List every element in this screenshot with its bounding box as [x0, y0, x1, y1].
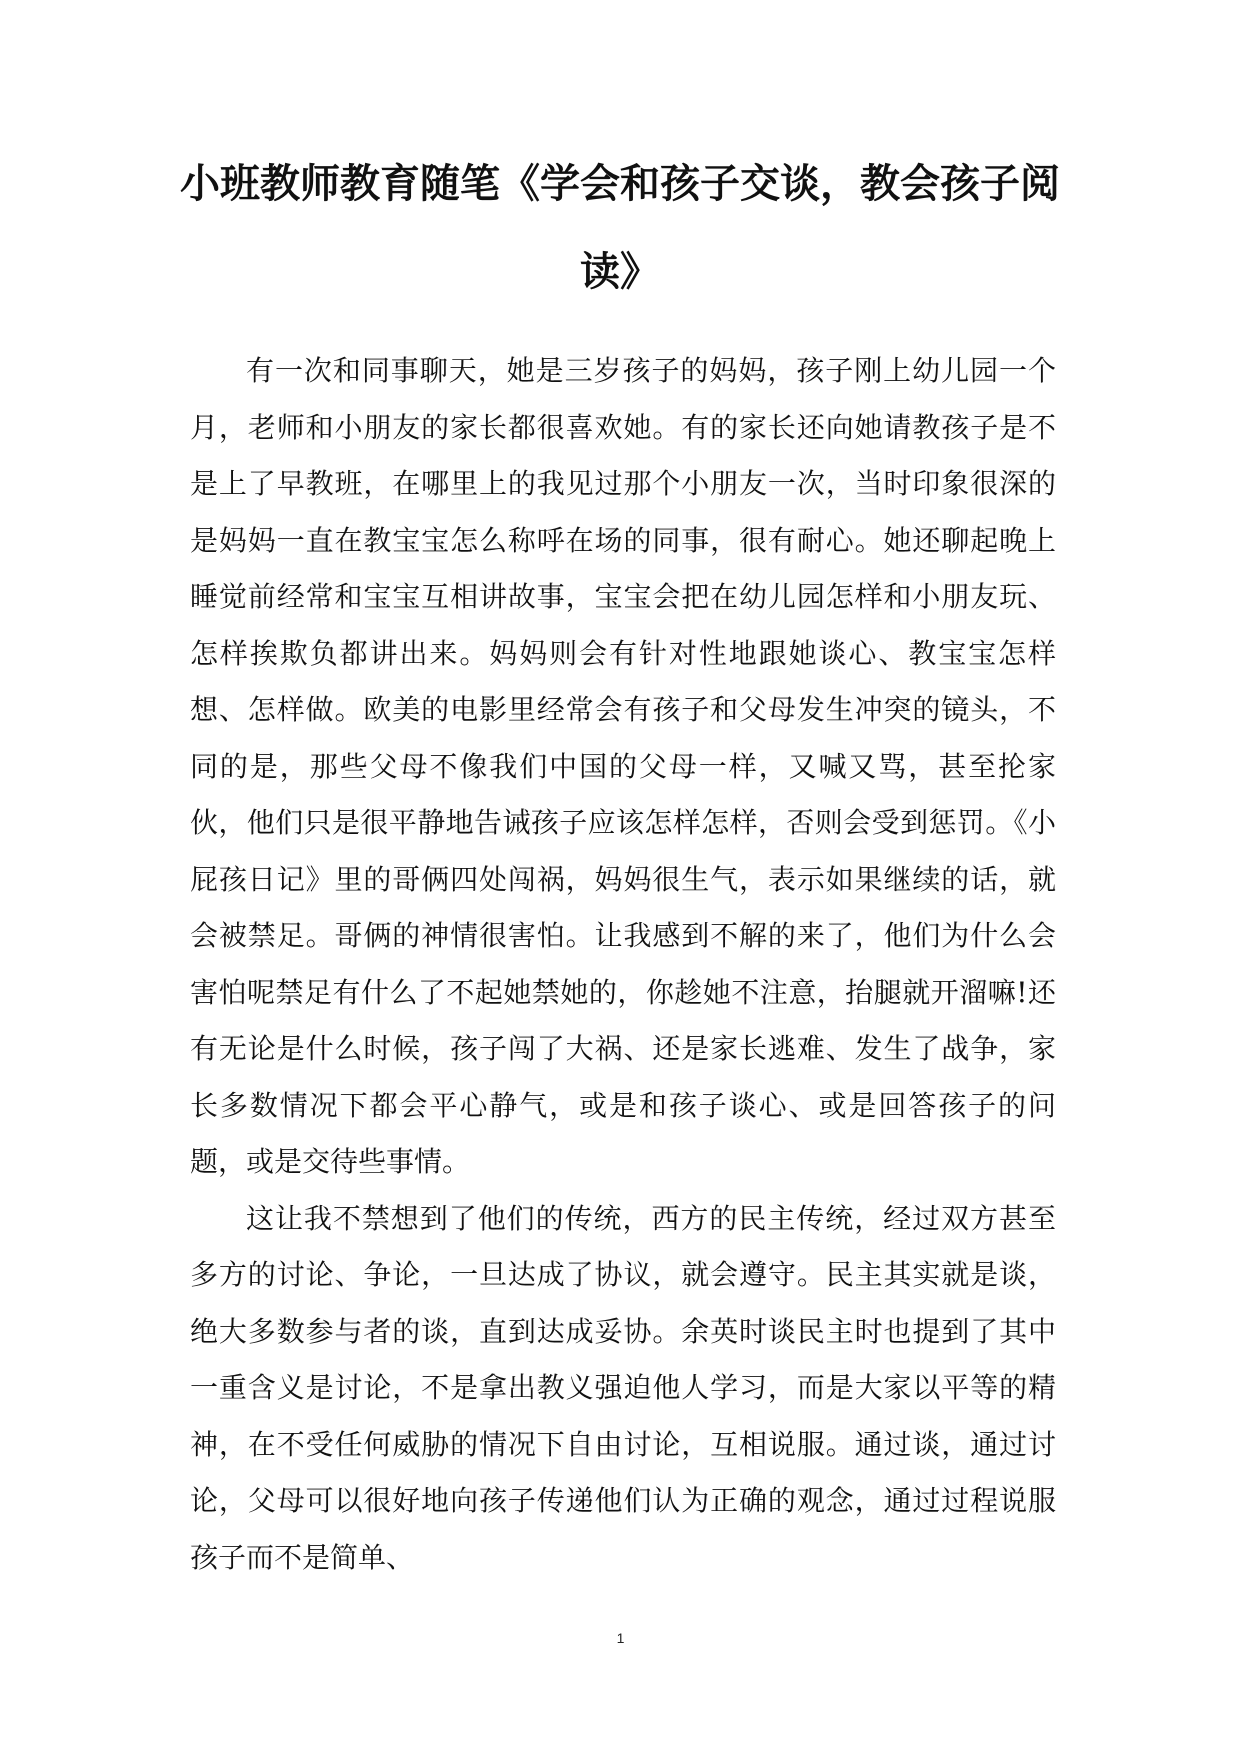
paragraph-2: 这让我不禁想到了他们的传统，西方的民主传统，经过双方甚至多方的讨论、争论，一旦达成了协议，就会遵守。民主其实就是谈，绝大多数参与者的谈，直到达成妥协。余英时谈民主时也提到了其中一重含义是讨论，不是拿出教义强迫他人学习，而是大家以平等的精神，在不受任何威胁的情况下自由讨论，互相说服。通过谈，通过讨论，父母可以很好地向孩子传递他们认为正确的观念，通过过程说服孩子而不是简单、 — [190, 1201, 1056, 1574]
page-title: 小班教师教育随笔《学会和孩子交谈，教会孩子阅读》 — [180, 160, 1060, 295]
page-number: 1 — [616, 1630, 625, 1646]
document-body — [190, 343, 1056, 1586]
paragraph-1: 有一次和同事聊天，她是三岁孩子的妈妈，孩子刚上幼儿园一个月，老师和小朋友的家长都很喜欢她。有的家长还向她请教孩子是不是上了早教班，在哪里上的我见过那个小朋友一次，当时印象很深的是妈妈一直在教宝宝怎么称呼在场的同事，很有耐心。她还聊起晚上睡觉前经常和宝宝互相讲故事，宝宝会把在幼儿园怎样和小朋友玩、怎样挨欺负都讲出来。妈妈则会有针对性地跟她谈心、教宝宝怎样想、怎样做。欧美的电影里经常会有孩子和父母发生冲突的镜头，不同的是，那些父母不像我们中国的父母一样，又喊又骂，甚至抡家伙，他们只是很平静地告诫孩子应该怎样怎样，否则会受到惩罚。《小屁孩日记》里的哥俩四处闯祸，妈妈很生气，表示如果继续的话，就会被禁足。哥俩的神情很害怕。让我感到不解的来了，他们为什么会害怕呢禁足有什么了不起她禁她的，你趁她不注意，抬腿就开溜嘛!还有无论是什么时候，孩子闯了大祸、还是家长逃难、发生了战争，家长多数情况下都会平心静气，或是和孩子谈心、或是回答孩子的问题，或是交待些事情。 — [190, 354, 1056, 1178]
